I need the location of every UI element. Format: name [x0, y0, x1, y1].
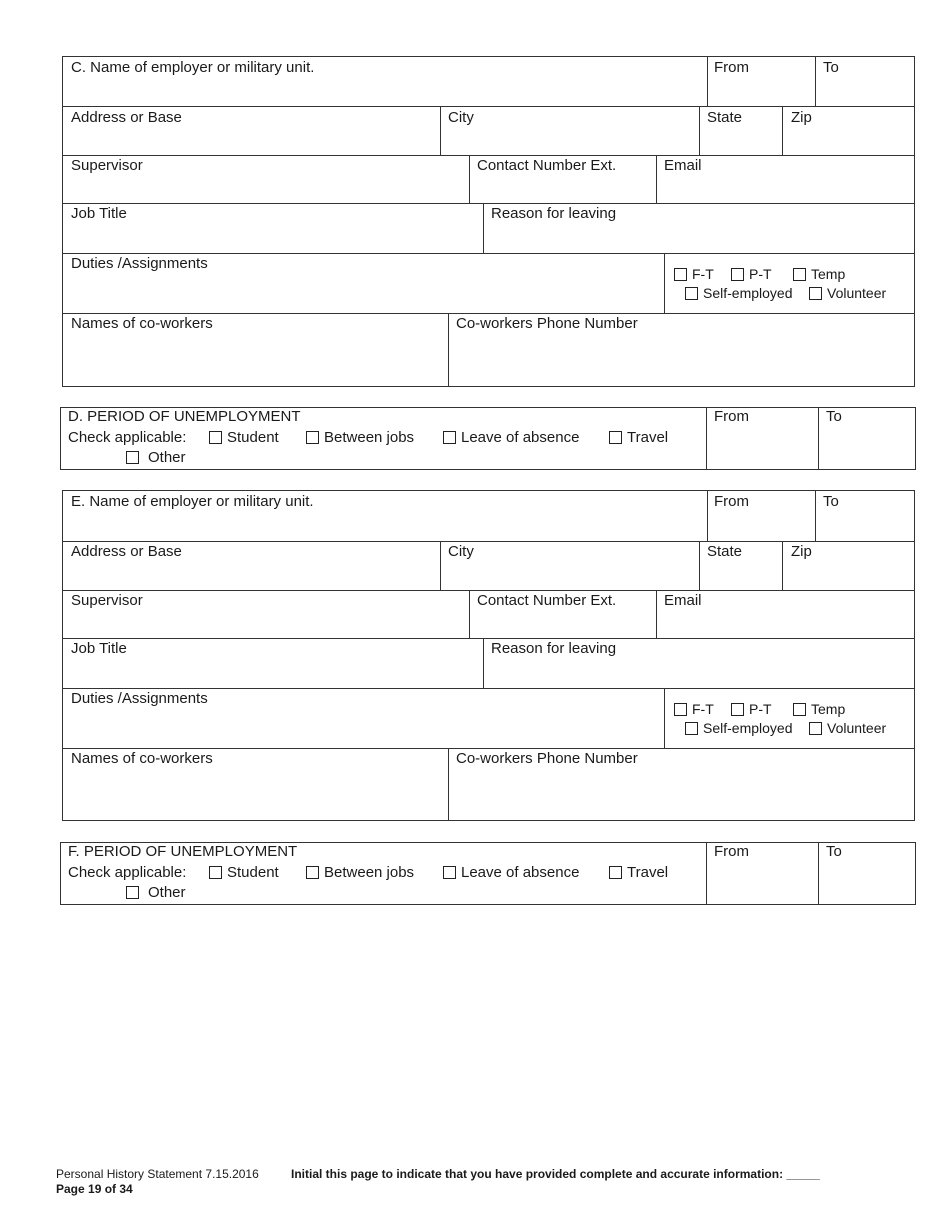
- pt-option[interactable]: P-T: [731, 700, 772, 718]
- other-checkbox[interactable]: [126, 451, 139, 464]
- contact-number-field[interactable]: Contact Number Ext.: [477, 157, 617, 174]
- student-checkbox[interactable]: [209, 866, 222, 879]
- zip-field[interactable]: Zip: [791, 543, 812, 560]
- unemployment-to-field[interactable]: To: [826, 408, 842, 425]
- temp-checkbox[interactable]: [793, 703, 806, 716]
- employer-name-field[interactable]: C. Name of employer or military unit.: [71, 59, 315, 76]
- from-date-field[interactable]: From: [714, 59, 749, 76]
- between-jobs-checkbox[interactable]: [306, 431, 319, 444]
- travel-option[interactable]: Travel: [609, 864, 668, 882]
- student-option[interactable]: Student: [209, 429, 279, 447]
- section-e-employer: [62, 490, 915, 821]
- volunteer-checkbox[interactable]: [809, 722, 822, 735]
- temp-checkbox[interactable]: [793, 268, 806, 281]
- job-title-field[interactable]: Job Title: [71, 205, 127, 222]
- pt-checkbox[interactable]: [731, 703, 744, 716]
- leave-of-absence-checkbox[interactable]: [443, 431, 456, 444]
- leave-of-absence-checkbox[interactable]: [443, 866, 456, 879]
- temp-option[interactable]: Temp: [793, 265, 845, 283]
- leave-of-absence-option[interactable]: Leave of absence: [443, 864, 579, 882]
- pt-option[interactable]: P-T: [731, 265, 772, 283]
- between-jobs-option[interactable]: Between jobs: [306, 429, 414, 447]
- unemployment-from-field[interactable]: From: [714, 408, 749, 425]
- unemployment-from-field[interactable]: From: [714, 843, 749, 860]
- address-field[interactable]: Address or Base: [71, 109, 182, 126]
- volunteer-option[interactable]: Volunteer: [809, 719, 886, 737]
- email-field[interactable]: Email: [664, 157, 702, 174]
- travel-checkbox[interactable]: [609, 866, 622, 879]
- coworkers-field[interactable]: Names of co-workers: [71, 315, 213, 332]
- ft-checkbox[interactable]: [674, 268, 687, 281]
- supervisor-field[interactable]: Supervisor: [71, 592, 143, 609]
- coworkers-phone-field[interactable]: Co-workers Phone Number: [456, 315, 638, 332]
- employer-name-field[interactable]: E. Name of employer or military unit.: [71, 493, 314, 510]
- between-jobs-option[interactable]: Between jobs: [306, 864, 414, 882]
- coworkers-phone-field[interactable]: Co-workers Phone Number: [456, 750, 638, 767]
- self-employed-checkbox[interactable]: [685, 722, 698, 735]
- unemployment-to-field[interactable]: To: [826, 843, 842, 860]
- email-field[interactable]: Email: [664, 592, 702, 609]
- to-date-field[interactable]: To: [823, 59, 839, 76]
- student-checkbox[interactable]: [209, 431, 222, 444]
- check-applicable-label: Check applicable:: [68, 429, 187, 446]
- zip-field[interactable]: Zip: [791, 109, 812, 126]
- city-field[interactable]: City: [448, 543, 474, 560]
- duties-field[interactable]: Duties /Assignments: [71, 690, 208, 707]
- self-employed-option[interactable]: Self-employed: [685, 719, 793, 737]
- student-option[interactable]: Student: [209, 864, 279, 882]
- pt-checkbox[interactable]: [731, 268, 744, 281]
- to-date-field[interactable]: To: [823, 493, 839, 510]
- document-version: Personal History Statement 7.15.2016: [56, 1167, 259, 1181]
- address-field[interactable]: Address or Base: [71, 543, 182, 560]
- ft-option[interactable]: F-T: [674, 700, 714, 718]
- from-date-field[interactable]: From: [714, 493, 749, 510]
- job-title-field[interactable]: Job Title: [71, 640, 127, 657]
- duties-field[interactable]: Duties /Assignments: [71, 255, 208, 272]
- self-employed-option[interactable]: Self-employed: [685, 284, 793, 302]
- section-c-employer: [62, 56, 915, 387]
- section-d-unemployment: [60, 407, 916, 470]
- section-f-title: F. PERIOD OF UNEMPLOYMENT: [68, 843, 298, 860]
- reason-for-leaving-field[interactable]: Reason for leaving: [491, 640, 617, 657]
- volunteer-checkbox[interactable]: [809, 287, 822, 300]
- travel-option[interactable]: Travel: [609, 429, 668, 447]
- supervisor-field[interactable]: Supervisor: [71, 157, 143, 174]
- contact-number-field[interactable]: Contact Number Ext.: [477, 592, 617, 609]
- other-option[interactable]: Other: [126, 449, 186, 467]
- page-number: Page 19 of 34: [56, 1182, 133, 1196]
- travel-checkbox[interactable]: [609, 431, 622, 444]
- section-d-title: D. PERIOD OF UNEMPLOYMENT: [68, 408, 301, 425]
- volunteer-option[interactable]: Volunteer: [809, 284, 886, 302]
- reason-for-leaving-field[interactable]: Reason for leaving: [491, 205, 617, 222]
- self-employed-checkbox[interactable]: [685, 287, 698, 300]
- section-f-unemployment: [60, 842, 916, 905]
- ft-option[interactable]: F-T: [674, 265, 714, 283]
- check-applicable-label: Check applicable:: [68, 864, 187, 881]
- ft-checkbox[interactable]: [674, 703, 687, 716]
- leave-of-absence-option[interactable]: Leave of absence: [443, 429, 579, 447]
- state-field[interactable]: State: [707, 109, 743, 126]
- initial-statement: Initial this page to indicate that you have provided complete and accurate information: _____: [291, 1167, 820, 1181]
- coworkers-field[interactable]: Names of co-workers: [71, 750, 213, 767]
- state-field[interactable]: State: [707, 543, 743, 560]
- other-option[interactable]: Other: [126, 884, 186, 902]
- between-jobs-checkbox[interactable]: [306, 866, 319, 879]
- other-checkbox[interactable]: [126, 886, 139, 899]
- temp-option[interactable]: Temp: [793, 700, 845, 718]
- city-field[interactable]: City: [448, 109, 474, 126]
